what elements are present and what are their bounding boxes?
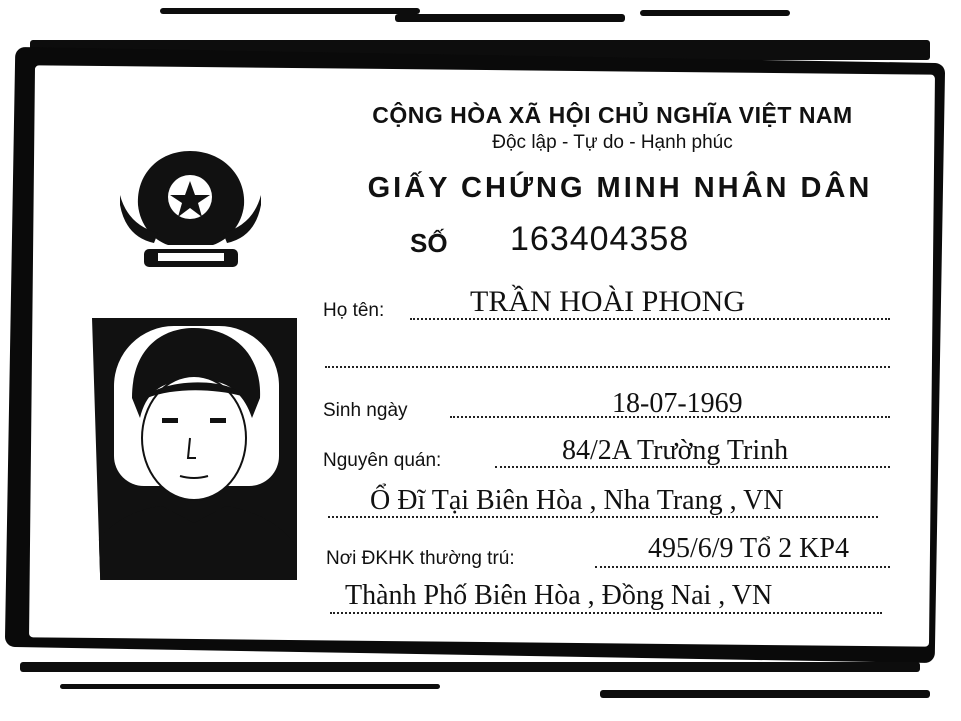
scan-bottom-border — [60, 684, 440, 689]
origin-value-line1: 84/2A Trường Trinh — [562, 435, 789, 466]
name-value: TRẦN HOÀI PHONG — [470, 285, 745, 318]
origin-value-line2: Ổ Đĩ Tại Biên Hòa , Nha Trang , VN — [370, 485, 784, 516]
document-title: GIẤY CHỨNG MINH NHÂN DÂN — [367, 172, 873, 204]
country-title: CỘNG HÒA XÃ HỘI CHỦ NGHĨA VIỆT NAM — [372, 102, 853, 128]
dotted-line — [325, 366, 890, 368]
origin-label: Nguyên quán: — [323, 450, 442, 471]
dob-label: Sinh ngày — [323, 400, 408, 421]
id-number-value: 163404358 — [510, 220, 690, 258]
motto: Độc lập - Tự do - Hạnh phúc — [492, 132, 733, 153]
id-number-label: SỐ — [410, 228, 448, 258]
residence-value-line2: Thành Phố Biên Hòa , Đồng Nai , VN — [345, 580, 773, 611]
portrait-figure-icon — [92, 318, 297, 580]
portrait-photo — [92, 318, 297, 580]
dotted-line — [595, 566, 890, 568]
dob-value: 18-07-1969 — [612, 388, 743, 419]
residence-label: Nơi ĐKHK thường trú: — [326, 548, 515, 569]
dotted-line — [330, 612, 882, 614]
residence-value-line1: 495/6/9 Tổ 2 KP4 — [648, 533, 849, 564]
scan-bottom-border — [600, 690, 930, 698]
scan-bottom-border — [20, 662, 920, 672]
name-label: Họ tên: — [323, 300, 385, 321]
national-emblem-icon — [118, 145, 263, 275]
